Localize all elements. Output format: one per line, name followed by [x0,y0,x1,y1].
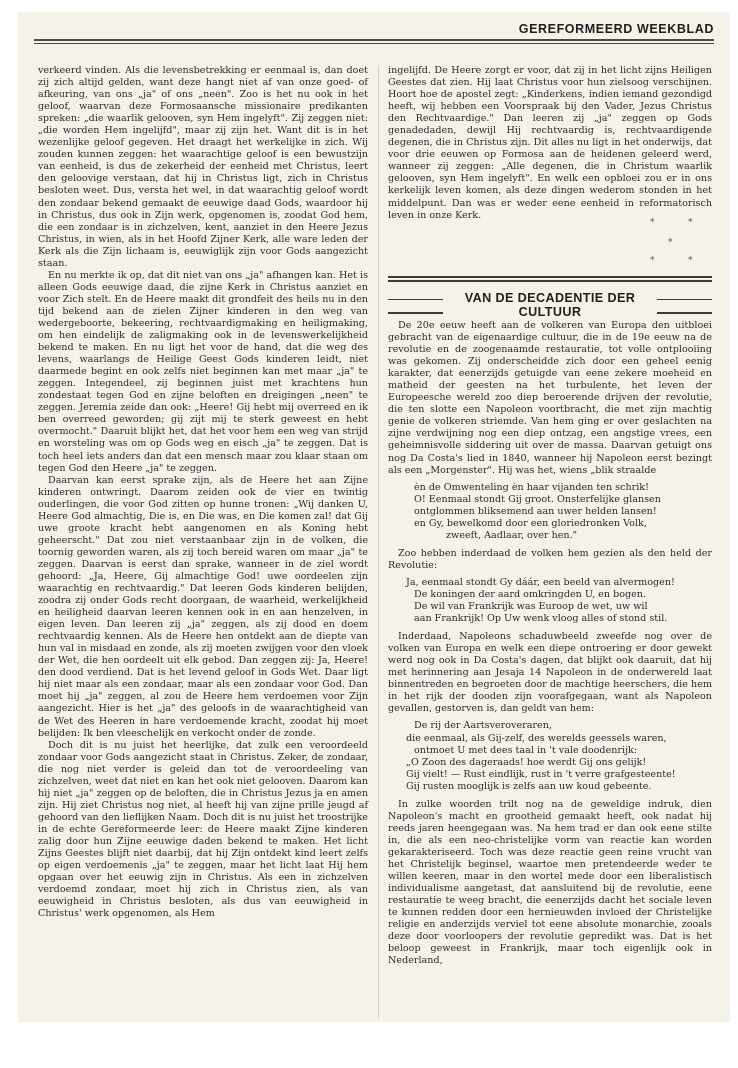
page-margin [0,1022,738,1068]
paragraph: In zulke woorden trilt nog na de geweldige indruk, dien Napoleon's macht en grootheid gemaakt heeft, ook nadat hij reeds jaren heengegaan was. Na hem trad er dan ook eene stilte in, die als een neo-christelijke vorm van reactie kan worden gekarakteriseerd. Toch was deze reactie geen reine vrucht van het Christelijk beginsel, waartoe men pretendeerde weder te willen keeren, maar in den wortel mede door een liberalistisch individualisme aangetast, dat aansluitend bij de revolutie, eene restauratie te weeg bracht, die eenerzijds dacht het sociale leven te kunnen redden door een hernieuwden invloed der Christelijke religie en anderzijds verviel tot eene absolute monarchie, zooals deze door voorloopers der revolutie gepredikt was. Dat is het beloop geweest in Frankrijk, maar toch eigenlijk ook in Nederland, [388,798,712,967]
paragraph: De 20e eeuw heeft aan de volkeren van Europa den uitbloei gebracht van de eigenaardige cultuur, die in de 19e eeuw na de revolutie en de zoogenaamde restauratie, tot volle ontplooiing was gekomen. Zij onderscheidde zich door een geheel eenig karakter, dat eenerzijds getuigde van eene zekere moeheid en matheid der geesten na het turbulente, het leven der Europeesche wereld zoo diep beroerende drijven der revolutie, die ten slotte een Napoleon voortbracht, die met zijn machtig genie de volkeren striemde. Van hem ging er over geslachten na zijne verdwijning nog een diep ontzag, een angstige vrees, een geheimnisvolle siddering uit over de massa. Daarvan getuigt ons nog Da Costa's lied in 1840, wanneer hij Napoleon eerst bezingt als een „Morgenster". Hij was het, wiens „blik straalde [388,320,712,476]
right-column-article [388,320,712,967]
star: * [688,218,693,228]
verse-line: De koningen der aard omkringden U, en bogen. [414,588,647,600]
verse-line: De wil van Frankrijk was Euroop de wet, uw wil [414,601,648,613]
star: * [650,256,655,266]
verse-line: ontmoet U met dees taal in 't vale doodenrijk: [414,744,638,756]
star: * [688,256,693,266]
star: * [650,218,655,228]
verse-line: en Gy, bewelkomd door een gloriedronken Volk, [414,517,647,529]
newspaper-page [18,12,730,1022]
paragraph: En nu merkte ik op, dat dit niet van ons „ja" afhangen kan. Het is alleen Gods eeuwige daad, die zijne Kerk in Christus aanziet en voor Zich stelt. En de Heere maakt dit grondfeit des heils nu in den tijd bekend aan de zielen Zijner kinderen in den weg van wedergeboorte, bekeering, rechtvaardigmaking en heiligmaking, om hen eindelijk de zaligmaking ook in de levenswerkelijkheid bekend te maken. En nu ligt het voor de hand, dat die weg des levens, waarlangs de Heilige Geest Gods kinderen leidt, niet daarmede begint en ook zelfs niet beginnen kan met maar „ja" te zeggen. Integendeel, zij beginnen juist met krachtens hun zondestaat tegen God en zijne beloften en dreigingen „neen" te zeggen. Jeremia zeide dan ook: „Heere! Gij hebt mij overreed en ik ben overreed geworden; gij zijt mij te sterk geweest en hebt overmocht." Daaruit blijkt het, dat het voor hem een weg van strijd en worsteling was om op Gods weg en eisch „ja" te zeggen. Dat is toch heel iets anders dan dat een mensch maar zou klaar staan om tegen God den Heere „ja" te zeggen. [38,269,368,474]
verse-line: O! Eenmaal stondt Gij groot. Onsterfelijke glansen [414,493,661,505]
verse-line: aan Frankrijk! Op Uw wenk vloog alles of stond stil. [414,613,668,625]
verse-line: Gij vielt! — Rust eindlijk, rust in 't verre grafgesteente! [406,768,676,780]
section-rule [388,276,712,278]
paragraph: verkeerd vinden. Als die levensbetrekking er eenmaal is, dan doet zij zich altijd gelden, want deze hangt niet af van onze goed- of afkeuring, van ons „ja" of ons „neen". Zoo is het nu ook in het geloof, waarvan deze Formosaansche missionaire predikanten spreken: „die waarlik gelooven, syn Hem ingelyft". Zij zeggen niet: „die worden Hem ingelijfd", maar zij zijn het. Want dit is in het wezenlijke geloof gegeven. Het draagt het werkelijke in zich. Wij zouden kunnen zeggen: het waarachtige geloof is een bewustzijn van eenheid, is dus de zekerheid der eenheid met Christus, leert den geloovige verstaan, dat hij in Christus ligt, zich in Christus besloten weet. Dus, versta het wel, in dat waarachtig geloof wordt den zondaar bekend gemaakt de eeuwige daad Gods, waardoor hij in Christus, dus ook in Zijn werk, opgenomen is, zoodat God hem, die een zondaar is in zichzelven, kent, aanziet in den Heere Jezus Christus, in wien, als in het Hoofd Zijner Kerk, alle ware leden der Kerk als die Zijn lichaam is, eeuwiglijk zijn voor Gods aangezicht staan. [38,65,368,269]
verse-line: die eenmaal, als Gij-zelf, des werelds geessels waren, [406,732,667,744]
poem-quote [406,577,712,625]
verse-line: Ja, eenmaal stondt Gy dáár, een beeld van alvermogen! [406,576,675,588]
section-rule [388,280,712,282]
column-divider [378,66,379,1018]
section-title: VAN DE DECADENTIE DER CULTUUR [443,291,657,319]
paragraph: Zoo hebben inderdaad de volken hem gezien als den held der Revolutie: [388,547,712,571]
star: * [668,238,673,248]
section-heading [388,276,712,319]
poem-quote [406,720,712,792]
header-rule-top [34,39,714,41]
publication-title: GEREFORMEERD WEEKBLAD [518,22,714,36]
poem-quote [406,482,712,542]
page-header [18,22,730,62]
paragraph: Doch dit is nu juist het heerlijke, dat zulk een veroordeeld zondaar voor Gods aangezicht staat in Christus. Zeker, de zondaar, die nog niet verder is geleid dan tot de veroordeeling van zichzelven, weet dat niet en kan het ook niet gelooven. Daarom kan hij niet „ja" zeggen op de beloften, die in Christus Jezus ja en amen zijn. Hij ziet Christus nog niet, al heeft hij van zijne prille jeugd af gehoord van den lieflijken Naam. Doch dit is nu juist het troostrijke in de echte Gereformeerde leer: de Heere maakt Zijne kinderen zalig door hun Zijne eeuwige daden bekend te maken. Het licht Zijns Geestes blijft niet daarbij, dat hij Zijn ontdekt kind leert zelfs op eigen verdoemenis „ja" te zeggen, maar het licht laat Hij hem opgaan over het eeuwig zijn in Christus. Als een in zichzelven verdoemd zondaar, moet hij zich in Christus zien, als van eeuwigheid in Christus besloten, als dus van eeuwigheid in Christus' werk opgenomen, als Hem [38,739,368,920]
verse-line: èn de Omwenteling èn haar vijanden ten schrik! [414,481,649,493]
verse-line: Gij rusten mooglijk is zelfs aan uw koud gebeente. [406,780,652,792]
paragraph: ingelijfd. De Heere zorgt er voor, dat zij in het licht zijns Heiligen Geestes dat zien. Hij laat Christus voor hun zielsoog verschijnen. Hoort hoe de apostel zegt: „Kinderkens, indien iemand gezondigd heeft, wij hebben een Voorspraak bij den Vader, Jezus Christus den Rechtvaardige." Dan leeren zij „ja" zeggen op Gods genadedaden, dewijl Hij rechtvaardig is, rechtvaardigende degenen, die in Christus zijn. Dit alles nu ligt in het onderwijs, dat voor drie eeuwen op Formosa aan de heidenen geleerd werd, wanneer zij zeggen: „Alle degenen, die in Christum waarlik gelooven, syn Hem ingelyft". En welk een opbloei zou er in ons kerkelijk leven komen, als deze dingen wederom stonden in het middelpunt. Dan was er weder eene eenheid in reformatorisch leven in onze Kerk. [388,65,712,221]
verse-line: De rij der Aartsveroveraren, [414,720,552,732]
verse-line: ontglommen bliksemend aan uwer helden lansen! [414,505,657,517]
verse-line: „O Zoon des dageraads! hoe werdt Gij ons gelijk! [406,756,647,768]
paragraph: Inderdaad, Napoleons schaduwbeeld zweefde nog over de volken van Europa en welk een diepe ontroering er door gewekt werd nog ook in Da Costa's dagen, dat blijkt ook daaruit, dat hij met herinnering aan Jesaja 14 Napoleon in de onderwereld laat binnentreden en begroeten door de machtige heerschers, die hem in het rijk der dooden zijn voorafgegaan, want als Napoleon gevallen, gestorven is, dan geldt van hem: [388,631,712,715]
left-column [38,65,368,920]
verse-line: zweeft, Aadlaar, over hen." [446,529,578,541]
right-column-top [388,65,712,222]
header-rule-bottom [34,43,714,44]
paragraph: Daarvan kan eerst sprake zijn, als de Heere het aan Zijne kinderen ontwringt. Daarom zeiden ook de vier en twintig ouderlingen, die voor God zitten op hunne tronen: „Wij danken U, Heere God almachtig, Die is, en Die was, en Die komen zal! dat Gij uwe groote kracht hebt aangenomen en als Koning hebt geheerscht." Dat zou niet verstaanbaar zijn in de volken, die toornig geworden waren, als zij toch bereid waren om maar „ja" te zeggen. Daarvan is eerst dan sprake, wanneer in de ziel wordt gehoord: „Ja, Heere, Gij almachtige God! uwe oordeelen zijn waarachtig en rechtvaardig." Dat leeren Gods kinderen belijden, zoodra zij onder Gods recht doorgaan, de waarheid, werkelijkheid en heiligheid daarvan leeren kennen ook in en aan henzelven, in eigen leven. Dan leeren zij „ja" zeggen, als zij dood en doem rechtvaardig kennen. Als de Heere hen ontdekt aan de diepte van hun val in misdaad en zonde, als zij moeten zwijgen voor den vloek der Wet, die hen oordeelt uit elk gebod. Dan zeggen zij: Ja, Heere! den dood verdiend. Dat is het levend geloof in Gods Wet. Daar ligt hij niet maar als een zondaar, maar als een zondaar voor God. Dan moet hij „ja" zeggen, al zou de Heere hem verdoemen voor Zijn aangezicht. Hier is het „ja" des geloofs in de waarachtigheid van de Wet des Heeren in hare verdoemende kracht, zoodat hij moet belijden: Ik ben vleeschelijk en verkocht onder de zonde. [38,474,368,739]
section-separator-stars [388,216,712,276]
